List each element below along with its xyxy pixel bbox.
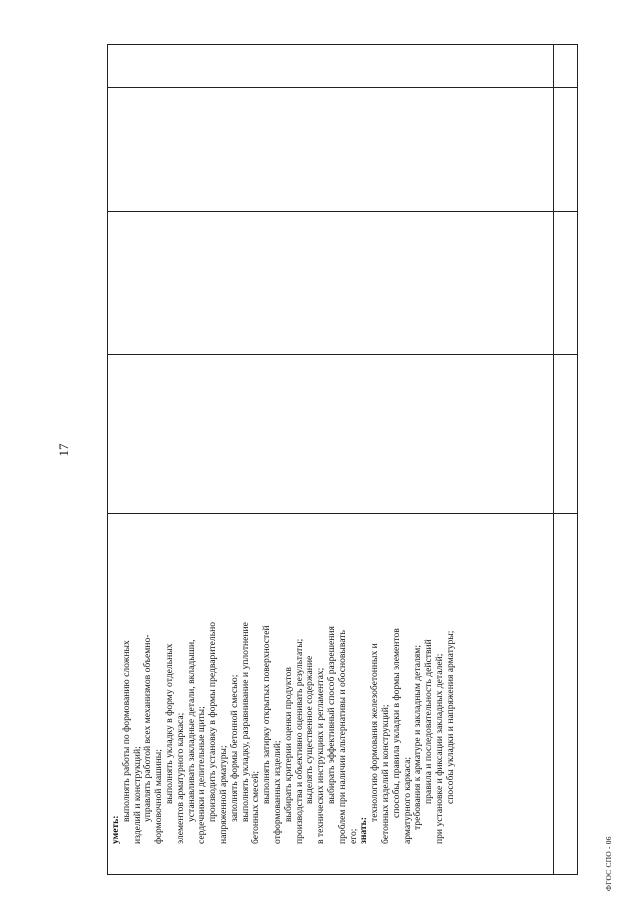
text-line: в технических инструкциях и регламентах; [315, 667, 327, 844]
text-line: производства и объективно оценивать результаты; [293, 638, 305, 844]
section-heading: уметь: [110, 815, 121, 844]
text-line: выбирать эффективный способ разрешения [325, 626, 337, 804]
table-column-divider [108, 354, 577, 355]
text-line: его; [347, 828, 359, 844]
text-line: элементов арматурного каркаса; [174, 712, 186, 844]
skills-knowledge-cell [111, 514, 551, 844]
text-line: напряженной арматуры; [217, 745, 229, 844]
text-line: устанавливать закладные детали, вкладыши, [185, 639, 197, 822]
text-line: выполнять затирку открытых поверхностей [261, 625, 273, 804]
text-line: производить установку в формы предварительно [207, 621, 219, 822]
text-line: выполнять укладку в форму отдельных [163, 643, 175, 804]
text-line: отформованных изделий; [271, 740, 283, 844]
text-line: выбирать критерии оценки продуктов [282, 667, 294, 822]
page-number: 17 [56, 443, 71, 457]
text-line: арматурного каркаса; [401, 756, 413, 844]
table-column-divider [108, 211, 577, 212]
text-line: управлять работой всех механизмов объемно- [142, 634, 154, 822]
text-line: выполнять работы по формованию сложных [120, 640, 132, 822]
text-line: заполнять формы бетонной смесью; [228, 674, 240, 822]
text-line: изделий и конструкций; [131, 746, 143, 844]
text-line: формовочной машины; [153, 749, 165, 844]
text-line: требования к арматуре и закладным деталям; [412, 644, 424, 830]
section-heading: знать: [358, 817, 370, 844]
text-line: бетонных смесей; [250, 770, 262, 844]
standards-table [107, 44, 578, 875]
text-line: при установке и фиксации закладных деталей; [433, 653, 445, 844]
table-column-divider [108, 87, 577, 88]
text-line: сердечники и делительные щиты; [196, 706, 208, 844]
text-line: способы укладки и напряжения арматуры; [444, 630, 456, 804]
text-line: выделять существенное содержание [304, 655, 316, 804]
text-line: способы, правила укладки в формы элементов [390, 628, 402, 818]
table-row-divider [553, 45, 554, 874]
text-line: выполнять укладку, разравнивание и уплотнение [239, 622, 251, 822]
footer-document-code: ФГОС СПО - 06 [604, 836, 613, 891]
text-line: бетонных изделий и конструкций; [379, 704, 391, 844]
text-line: правила и последовательность действий [423, 639, 435, 804]
text-line: проблем при наличии альтернативы и обосновывать [336, 630, 348, 844]
text-line: технологию формования железобетонных и [369, 643, 381, 822]
